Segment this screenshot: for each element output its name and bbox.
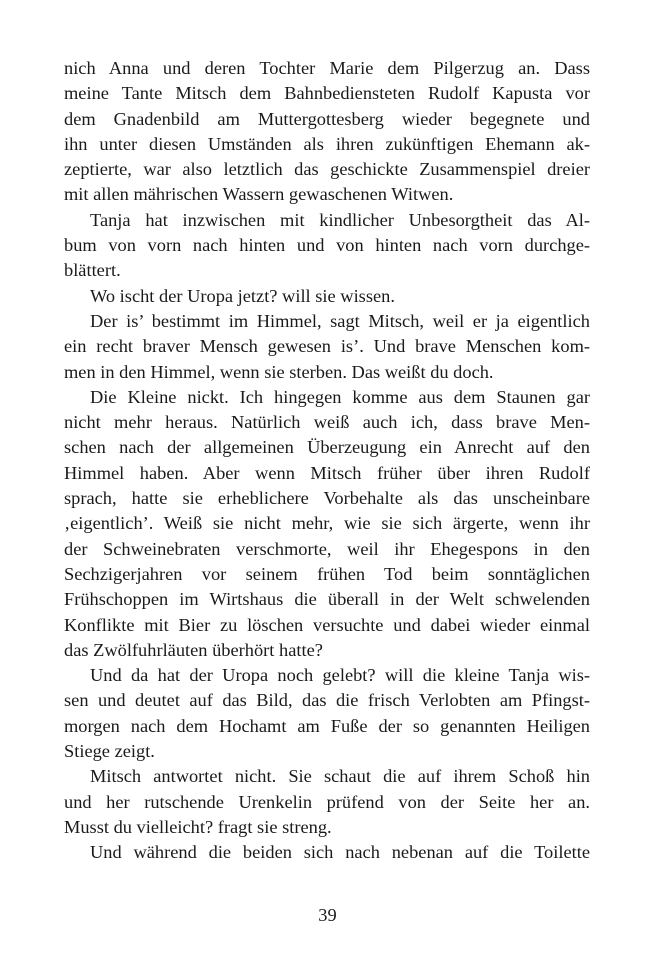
text-line: Frühschoppen im Wirtshaus die überall in der Welt schwelenden (64, 589, 590, 610)
text-line: und her rutschende Urenkelin prüfend von der Seite her an. (64, 791, 590, 812)
text-line: nich Anna und deren Tochter Marie dem Pilgerzug an. Dass (64, 58, 590, 78)
paragraph (64, 309, 590, 385)
text-line: Musst du vielleicht? fragt sie streng. (64, 816, 332, 837)
text-line: meine Tante Mitsch dem Bahnbediensteten Rudolf Kapusta vor (64, 83, 590, 104)
text-line: nicht mehr heraus. Natürlich weiß auch ich, dass brave Men- (64, 412, 590, 433)
text-line: ihn unter diesen Umständen als ihren zukünftigen Ehemann ak- (64, 133, 590, 154)
text-line: ein recht braver Mensch gewesen is’. Und brave Menschen kom- (64, 336, 590, 357)
text-line: sprach, hatte sie erheblichere Vorbehalte als das unscheinbare (64, 488, 590, 509)
text-line: Mitsch antwortet nicht. Sie schaut die auf ihrem Schoß hin (90, 766, 590, 787)
text-line: Konflikte mit Bier zu löschen versuchte und dabei wieder einmal (64, 614, 590, 635)
text-line: Sechzigerjahren vor seinem frühen Tod beim sonntäglichen (64, 563, 590, 584)
text-line: Himmel haben. Aber wenn Mitsch früher über ihren Rudolf (64, 462, 590, 483)
paragraph (64, 663, 590, 764)
text-line: blättert. (64, 260, 121, 281)
text-line: Der is’ bestimmt im Himmel, sagt Mitsch, weil er ja eigentlich (90, 310, 590, 331)
text-line: der Schweinebraten verschmorte, weil ihr Ehegespons in den (64, 538, 590, 559)
text-line: Stiege zeigt. (64, 741, 155, 762)
text-line: mit allen mährischen Wassern gewaschenen Witwen. (64, 184, 454, 205)
text-line: morgen nach dem Hochamt am Fuße der so genannten Heiligen (64, 715, 590, 736)
text-line: sen und deutet auf das Bild, das die frisch Verlobten am Pfingst- (64, 690, 590, 711)
paragraph (64, 840, 590, 865)
paragraph (64, 764, 590, 840)
paragraph (64, 208, 590, 284)
text-line: men in den Himmel, wenn sie sterben. Das weißt du doch. (64, 361, 494, 382)
text-line: das Zwölfuhrläuten überhört hatte? (64, 639, 323, 660)
text-line: Wo ischt der Uropa jetzt? will sie wissen. (90, 285, 395, 306)
text-line: ‚eigentlich’. Weiß sie nicht mehr, wie sie sich ärgerte, wenn ihr (64, 513, 590, 534)
paragraph (64, 385, 590, 663)
text-line: Die Kleine nickt. Ich hingegen komme aus dem Staunen gar (90, 386, 590, 407)
paragraph (64, 56, 590, 208)
text-line: Und während die beiden sich nach nebenan auf die Toilette (90, 842, 590, 863)
text-line: Und da hat der Uropa noch gelebt? will die kleine Tanja wis- (90, 665, 590, 686)
text-line: bum von vorn nach hinten und von hinten nach vorn durchge- (64, 235, 590, 256)
text-line: Tanja hat inzwischen mit kindlicher Unbesorgtheit das Al- (90, 209, 590, 230)
paragraph (64, 284, 590, 309)
text-line: zeptierte, war also letztlich das geschickte Zusammenspiel dreier (64, 159, 590, 180)
body-text (64, 56, 590, 866)
text-line: dem Gnadenbild am Muttergottesberg wieder begegnete und (64, 108, 590, 129)
page-number: 39 (318, 905, 337, 925)
text-line: schen nach der allgemeinen Überzeugung ein Anrecht auf den (64, 437, 590, 458)
